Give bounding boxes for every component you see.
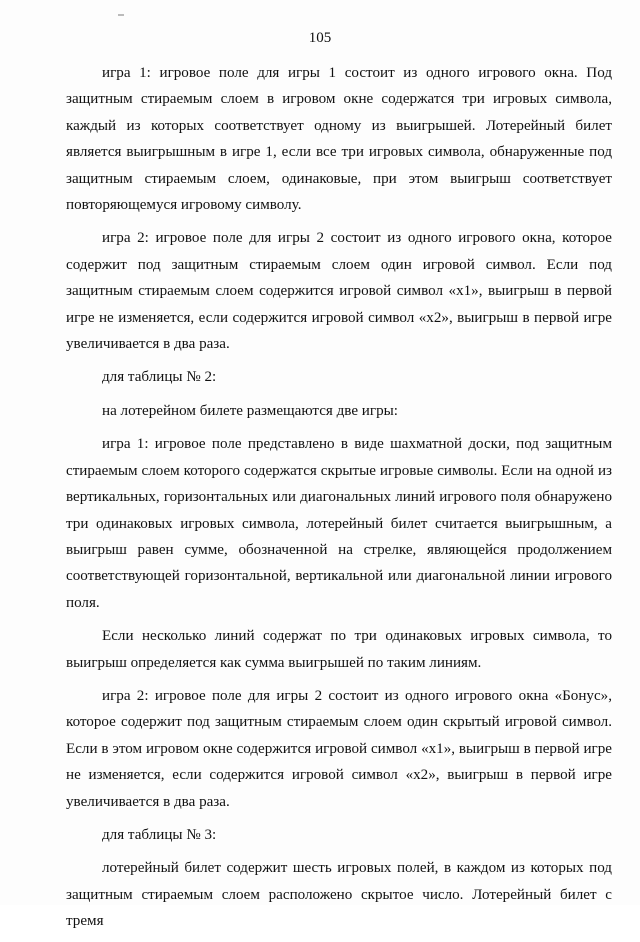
paragraph-game2-table2: игра 2: игровое поле для игры 2 состоит из одного игрового окна «Бонус», которое содержит под защитным стираемым слоем один скрытый игровой символ. Если в этом игровом окне содержится игровой символ «x1», выигрыш в первой игре не изменяется, если содержится игровой символ «x2», выигрыш в первой игре увеличивается в два раза. <box>66 687 612 810</box>
paragraph-game2-table1: игра 2: игровое поле для игры 2 состоит из одного игрового окна, которое содержит под защитным стираемым слоем один игровой символ. Если под защитным стираемым слоем содержится игровой символ «x1», выигрыш в первой игре не изменяется, если содержится игровой символ «x2», выигрыш в первой игре увеличивается в два раза. <box>66 230 612 353</box>
paragraph-game1-table2: игра 1: игровое поле представлено в виде шахматной доски, под защитным стираемым слоем которого содержатся скрытые игровые символы. Если на одной из вертикальных, горизонтальных или диагональных линий игрового поля обнаружено три одинаковых игровых символа, лотерейный билет считается выигрышным, а выигрыш равен сумме, обозначенной на стрелке, являющейся продолжением соответствующей горизонтальной, вертикальной или диагональной линии игрового поля. <box>66 436 612 611</box>
page-number: 105 <box>308 30 332 46</box>
paragraph-multiple-lines: Если несколько линий содержат по три одинаковых игровых символа, то выигрыш определяется как сумма выигрышей по таким линиям. <box>66 628 612 671</box>
heading-table-3: для таблицы № 3: <box>102 826 217 843</box>
paragraph-table3: лотерейный билет содержит шесть игровых полей, в каждом из которых под защитным стираемым слоем расположено скрытое число. Лотерейный билет с тремя <box>66 860 612 930</box>
scan-mark <box>118 14 124 16</box>
paragraph-two-games: на лотерейном билете размещаются две игры: <box>102 402 398 419</box>
paragraph-game1-table1: игра 1: игровое поле для игры 1 состоит из одного игрового окна. Под защитным стираемым слоем в игровом окне содержатся три игровых символа, каждый из которых соответствует одному из выигрышей. Лотерейный билет является выигрышным в игре 1, если все три игровых символа, обнаруженные под защитным стираемым слоем, одинаковые, при этом выигрыш соответствует повторяющемуся игровому символу. <box>66 65 612 214</box>
heading-table-2: для таблицы № 2: <box>102 369 217 386</box>
document-body <box>66 60 612 942</box>
